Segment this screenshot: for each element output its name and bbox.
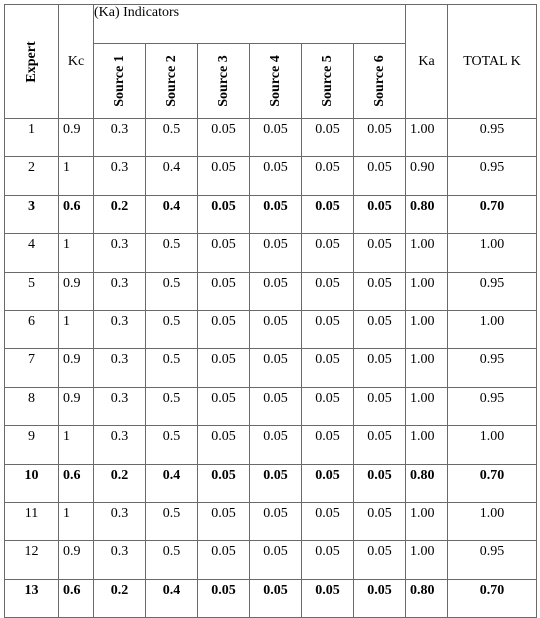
- header-kc: Kc: [59, 5, 94, 119]
- total-k-cell: 1.00: [448, 234, 537, 272]
- header-row-top: [5, 5, 537, 44]
- source-6-cell: 0.05: [354, 579, 406, 617]
- expert-cell: 12: [5, 541, 59, 579]
- source-3-cell: 0.05: [198, 157, 250, 195]
- table-row: [5, 426, 537, 464]
- source-5-cell: 0.05: [302, 195, 354, 233]
- kc-cell: 1: [59, 502, 94, 540]
- expert-cell: 1: [5, 119, 59, 157]
- source-6-cell: 0.05: [354, 195, 406, 233]
- kc-cell: 0.9: [59, 387, 94, 425]
- source-5-cell: 0.05: [302, 119, 354, 157]
- ka-cell: 1.00: [406, 310, 448, 348]
- header-total-k: TOTAL K: [448, 5, 537, 119]
- source-1-cell: 0.3: [94, 310, 146, 348]
- header-source-6-label: Source 6: [371, 55, 387, 107]
- source-3-cell: 0.05: [198, 426, 250, 464]
- table-row: [5, 541, 537, 579]
- ka-cell: 1.00: [406, 426, 448, 464]
- table-row: [5, 464, 537, 502]
- ka-cell: 1.00: [406, 119, 448, 157]
- source-1-cell: 0.2: [94, 579, 146, 617]
- table-row: [5, 157, 537, 195]
- source-6-cell: 0.05: [354, 541, 406, 579]
- table-row: [5, 387, 537, 425]
- source-2-cell: 0.5: [146, 234, 198, 272]
- total-k-cell: 0.70: [448, 195, 537, 233]
- kc-cell: 0.9: [59, 272, 94, 310]
- header-source-4-label: Source 4: [267, 55, 283, 107]
- source-6-cell: 0.05: [354, 157, 406, 195]
- expert-cell: 7: [5, 349, 59, 387]
- source-4-cell: 0.05: [250, 502, 302, 540]
- total-k-cell: 1.00: [448, 426, 537, 464]
- source-3-cell: 0.05: [198, 195, 250, 233]
- source-1-cell: 0.3: [94, 349, 146, 387]
- ka-cell: 1.00: [406, 234, 448, 272]
- source-5-cell: 0.05: [302, 310, 354, 348]
- source-3-cell: 0.05: [198, 541, 250, 579]
- expert-cell: 13: [5, 579, 59, 617]
- total-k-cell: 0.70: [448, 464, 537, 502]
- total-k-cell: 0.95: [448, 541, 537, 579]
- kc-cell: 1: [59, 310, 94, 348]
- source-4-cell: 0.05: [250, 464, 302, 502]
- source-3-cell: 0.05: [198, 310, 250, 348]
- kc-cell: 0.6: [59, 464, 94, 502]
- total-k-cell: 0.95: [448, 387, 537, 425]
- source-6-cell: 0.05: [354, 234, 406, 272]
- table-row: [5, 579, 537, 617]
- ka-cell: 1.00: [406, 387, 448, 425]
- header-source-5: [302, 44, 354, 119]
- source-3-cell: 0.05: [198, 579, 250, 617]
- source-1-cell: 0.3: [94, 502, 146, 540]
- header-source-3: [198, 44, 250, 119]
- source-1-cell: 0.3: [94, 387, 146, 425]
- total-k-cell: 0.95: [448, 119, 537, 157]
- source-4-cell: 0.05: [250, 272, 302, 310]
- header-expert: [5, 5, 59, 119]
- expert-cell: 4: [5, 234, 59, 272]
- source-1-cell: 0.2: [94, 195, 146, 233]
- header-expert-label: Expert: [23, 40, 39, 83]
- kc-cell: 1: [59, 234, 94, 272]
- source-3-cell: 0.05: [198, 502, 250, 540]
- source-4-cell: 0.05: [250, 310, 302, 348]
- total-k-cell: 0.95: [448, 349, 537, 387]
- ka-cell: 0.90: [406, 157, 448, 195]
- source-2-cell: 0.5: [146, 541, 198, 579]
- source-4-cell: 0.05: [250, 541, 302, 579]
- source-6-cell: 0.05: [354, 310, 406, 348]
- source-5-cell: 0.05: [302, 579, 354, 617]
- header-source-2: [146, 44, 198, 119]
- ka-cell: 0.80: [406, 464, 448, 502]
- source-2-cell: 0.5: [146, 349, 198, 387]
- source-2-cell: 0.5: [146, 310, 198, 348]
- expert-cell: 11: [5, 502, 59, 540]
- source-6-cell: 0.05: [354, 387, 406, 425]
- source-6-cell: 0.05: [354, 426, 406, 464]
- source-4-cell: 0.05: [250, 349, 302, 387]
- source-2-cell: 0.5: [146, 272, 198, 310]
- kc-cell: 0.6: [59, 579, 94, 617]
- source-4-cell: 0.05: [250, 157, 302, 195]
- source-5-cell: 0.05: [302, 349, 354, 387]
- ka-cell: 1.00: [406, 349, 448, 387]
- source-4-cell: 0.05: [250, 234, 302, 272]
- source-5-cell: 0.05: [302, 464, 354, 502]
- table-row: [5, 195, 537, 233]
- ka-cell: 0.80: [406, 195, 448, 233]
- ka-cell: 1.00: [406, 541, 448, 579]
- source-2-cell: 0.5: [146, 502, 198, 540]
- header-source-5-label: Source 5: [319, 55, 335, 107]
- source-5-cell: 0.05: [302, 387, 354, 425]
- source-2-cell: 0.4: [146, 579, 198, 617]
- expert-competence-table: [4, 4, 537, 618]
- expert-cell: 5: [5, 272, 59, 310]
- header-ka: Ka: [406, 5, 448, 119]
- expert-cell: 8: [5, 387, 59, 425]
- total-k-cell: 0.95: [448, 157, 537, 195]
- kc-cell: 0.9: [59, 349, 94, 387]
- source-6-cell: 0.05: [354, 502, 406, 540]
- expert-cell: 6: [5, 310, 59, 348]
- source-6-cell: 0.05: [354, 119, 406, 157]
- table-row: [5, 234, 537, 272]
- source-5-cell: 0.05: [302, 157, 354, 195]
- source-2-cell: 0.4: [146, 157, 198, 195]
- source-3-cell: 0.05: [198, 349, 250, 387]
- source-1-cell: 0.3: [94, 272, 146, 310]
- source-3-cell: 0.05: [198, 234, 250, 272]
- header-indicators: (Ka) Indicators: [94, 5, 406, 44]
- table-row: [5, 272, 537, 310]
- source-4-cell: 0.05: [250, 579, 302, 617]
- ka-cell: 1.00: [406, 502, 448, 540]
- ka-cell: 1.00: [406, 272, 448, 310]
- source-4-cell: 0.05: [250, 119, 302, 157]
- source-3-cell: 0.05: [198, 387, 250, 425]
- source-6-cell: 0.05: [354, 272, 406, 310]
- source-2-cell: 0.5: [146, 119, 198, 157]
- source-4-cell: 0.05: [250, 195, 302, 233]
- total-k-cell: 1.00: [448, 310, 537, 348]
- header-source-4: [250, 44, 302, 119]
- source-5-cell: 0.05: [302, 426, 354, 464]
- source-1-cell: 0.3: [94, 426, 146, 464]
- header-source-6: [354, 44, 406, 119]
- table-row: [5, 119, 537, 157]
- source-5-cell: 0.05: [302, 541, 354, 579]
- source-1-cell: 0.3: [94, 157, 146, 195]
- source-3-cell: 0.05: [198, 464, 250, 502]
- header-source-3-label: Source 3: [215, 55, 231, 107]
- kc-cell: 1: [59, 157, 94, 195]
- source-1-cell: 0.3: [94, 541, 146, 579]
- table-row: [5, 502, 537, 540]
- expert-cell: 9: [5, 426, 59, 464]
- source-2-cell: 0.4: [146, 464, 198, 502]
- source-1-cell: 0.3: [94, 234, 146, 272]
- kc-cell: 0.9: [59, 541, 94, 579]
- source-6-cell: 0.05: [354, 349, 406, 387]
- kc-cell: 0.9: [59, 119, 94, 157]
- kc-cell: 1: [59, 426, 94, 464]
- header-source-1: [94, 44, 146, 119]
- source-6-cell: 0.05: [354, 464, 406, 502]
- expert-cell: 3: [5, 195, 59, 233]
- kc-cell: 0.6: [59, 195, 94, 233]
- total-k-cell: 0.95: [448, 272, 537, 310]
- source-2-cell: 0.4: [146, 195, 198, 233]
- table-row: [5, 349, 537, 387]
- header-source-2-label: Source 2: [163, 55, 179, 107]
- source-1-cell: 0.3: [94, 119, 146, 157]
- source-5-cell: 0.05: [302, 234, 354, 272]
- source-4-cell: 0.05: [250, 426, 302, 464]
- ka-cell: 0.80: [406, 579, 448, 617]
- expert-cell: 2: [5, 157, 59, 195]
- source-3-cell: 0.05: [198, 272, 250, 310]
- table-body: [5, 119, 537, 618]
- total-k-cell: 1.00: [448, 502, 537, 540]
- expert-cell: 10: [5, 464, 59, 502]
- total-k-cell: 0.70: [448, 579, 537, 617]
- source-1-cell: 0.2: [94, 464, 146, 502]
- source-2-cell: 0.5: [146, 387, 198, 425]
- source-3-cell: 0.05: [198, 119, 250, 157]
- source-5-cell: 0.05: [302, 272, 354, 310]
- source-2-cell: 0.5: [146, 426, 198, 464]
- header-source-1-label: Source 1: [111, 55, 127, 107]
- table-row: [5, 310, 537, 348]
- source-4-cell: 0.05: [250, 387, 302, 425]
- source-5-cell: 0.05: [302, 502, 354, 540]
- expert-competence-table-wrapper: [4, 4, 537, 618]
